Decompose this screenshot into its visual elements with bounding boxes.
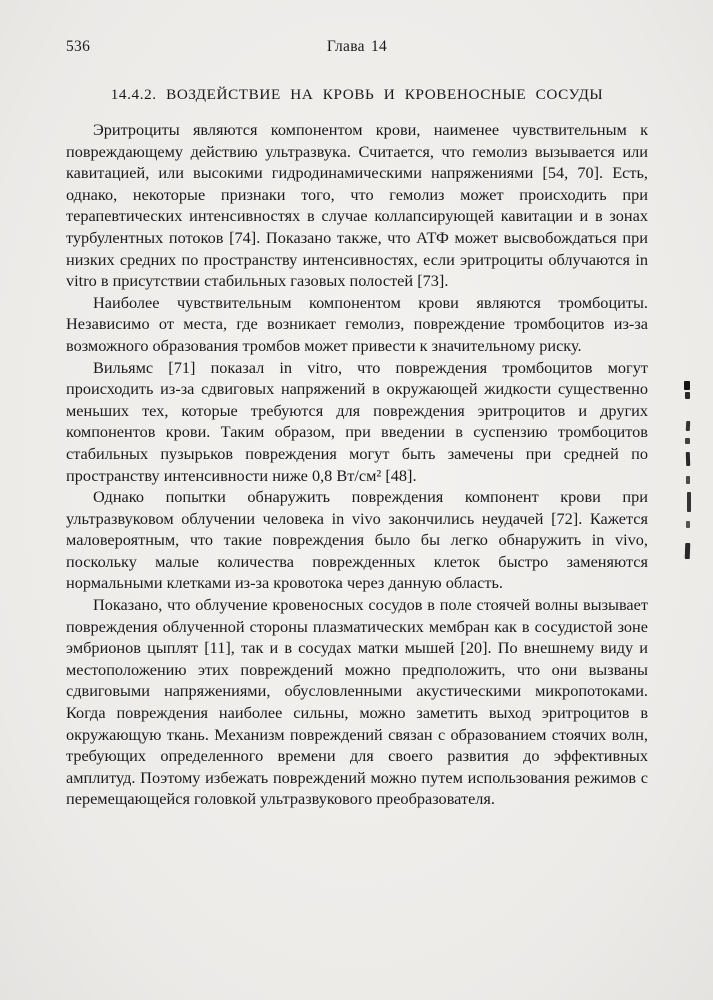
scan-artifact xyxy=(685,392,690,399)
paragraph-2: Наиболее чувствительным компонентом крови являются тромбоциты. Независимо от места, где возникает гемолиз, повреждение тромбоцитов из-за возможного образования тромбов может привести к значительному риску. xyxy=(66,292,648,355)
section-heading: 14.4.2. ВОЗДЕЙСТВИЕ НА КРОВЬ И КРОВЕНОСНЫЕ СОСУДЫ xyxy=(110,86,604,103)
scan-artifact xyxy=(686,421,691,431)
scan-artifact xyxy=(686,521,690,528)
scan-artifact xyxy=(685,543,691,559)
scan-artifact xyxy=(686,452,690,466)
page-number: 536 xyxy=(66,38,91,55)
paragraph-1: Эритроциты являются компонентом крови, наименее чувствительным к повреждающему действию ультразвука. Считается, что гемолиз вызывается или кавитацией, или высокими гидродинамическими напряжениями [54, 70]. Есть, однако, некоторые признаки того, что гемолиз может происходить при терапевтических интенсивностях в случае коллапсирующей кавитации и в зонах турбулентных потоков [74]. Показано также, что АТФ может высвобождаться при низких средних по пространству интенсивностях, если эритроциты облучаются in vitro в присутствии стабильных газовых полостей [73]. xyxy=(66,120,648,291)
scan-artifact xyxy=(686,476,690,484)
body-text xyxy=(66,119,648,810)
page-header xyxy=(66,38,648,60)
paragraph-4: Однако попытки обнаружить повреждения компонент крови при ультразвуковом облучении человека in vivo закончились неудачей [72]. Кажется маловероятным, что такие повреждения было бы легко обнаружить in vivo, поскольку малые количества поврежденных клеток быстро заменяются нормальными клетками из-за кровотока через данную область. xyxy=(66,487,648,593)
paragraph-3: Вильямс [71] показал in vitro, что повреждения тромбоцитов могут происходить из-за сдвиговых напряжений в окружающей жидкости существенно меньших тех, которые требуются для повреждения эритроцитов и других компонентов крови. Таким образом, при введении в суспензию тромбоцитов стабильных пузырьков повреждения могут быть замечены при средней по пространству интенсивности ниже 0,8 Вт/см² [48]. xyxy=(66,357,648,485)
scan-artifact xyxy=(687,492,691,512)
scan-artifact xyxy=(684,381,690,390)
paragraph-5: Показано, что облучение кровеносных сосудов в поле стоячей волны вызывает повреждения облученной стороны плазматических мембран как в сосудистой зоне эмбрионов цыплят [11], так и в сосудах матки мышей [20]. По внешнему виду и местоположению этих повреждений можно предположить, что они вызваны сдвиговыми напряжениями, обусловленными акустическими микропотоками. Когда повреждения наиболее сильны, можно заметить выход эритроцитов в окружающую ткань. Механизм повреждений связан с образованием стоячих волн, требующих определенного времени для своего развития до эффективных амплитуд. Поэтому избежать повреждений можно путем использования режимов с перемещающейся головкой ультразвукового преобразователя. xyxy=(66,595,648,809)
scan-artifact xyxy=(685,438,690,444)
running-title: Глава 14 xyxy=(326,38,388,55)
